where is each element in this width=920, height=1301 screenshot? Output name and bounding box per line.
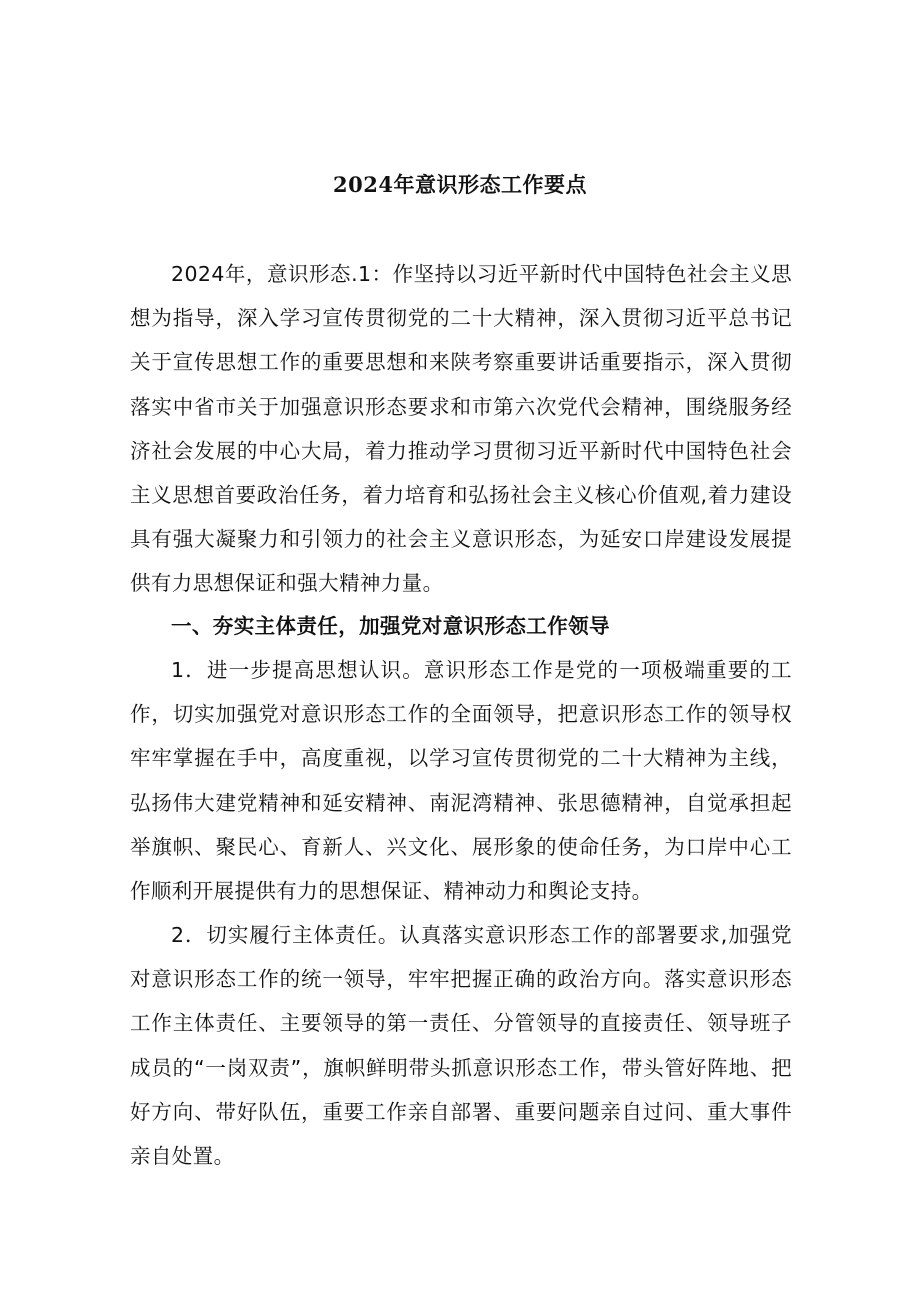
item-paragraph-1: 1．进一步提高思想认识。意识形态工作是党的一项极端重要的工作，切实加强党对意识形态工作的全面领导，把意识形态工作的领导权牢牢掌握在手中，高度重视，以学习宣传贯彻党的二十大精神为主线，弘扬伟大建党精神和延安精神、南泥湾精神、张思德精神，自觉承担起举旗帜、聚民心、育新人、兴文化、展形象的使命任务，为口岸中心工作顺利开展提供有力的思想保证、精神动力和舆论支持。 [130, 658, 792, 904]
intro-paragraph: 2024年，意识形态.1：作坚持以习近平新时代中国特色社会主义思想为指导，深入学习宣传贯彻党的二十大精神，深入贯彻习近平总书记关于宣传思想工作的重要思想和来陕考察重要讲话重要指示，深入贯彻落实中省市关于加强意识形态要求和市第六次党代会精神，围绕服务经济社会发展的中心大局，着力推动学习贯彻习近平新时代中国特色社会主义思想首要政治任务，着力培育和弘扬社会主义核心价值观,着力建设具有强大凝聚力和引领力的社会主义意识形态，为延安口岸建设发展提供有力思想保证和强大精神力量。 [130, 262, 792, 596]
section-heading: 一、夯实主体责任，加强党对意识形态工作领导 [171, 614, 610, 638]
item-paragraph-2: 2．切实履行主体责任。认真落实意识形态工作的部署要求,加强党对意识形态工作的统一领导，牢牢把握正确的政治方向。落实意识形态工作主体责任、主要领导的第一责任、分管领导的直接责任、领导班子成员的“一岗双责”，旗帜鲜明带头抓意识形态工作，带头管好阵地、把好方向、带好队伍，重要工作亲自部署、重要问题亲自过问、重大事件亲自处置。 [130, 923, 792, 1169]
document-title: 2024年意识形态工作要点 [333, 172, 587, 197]
